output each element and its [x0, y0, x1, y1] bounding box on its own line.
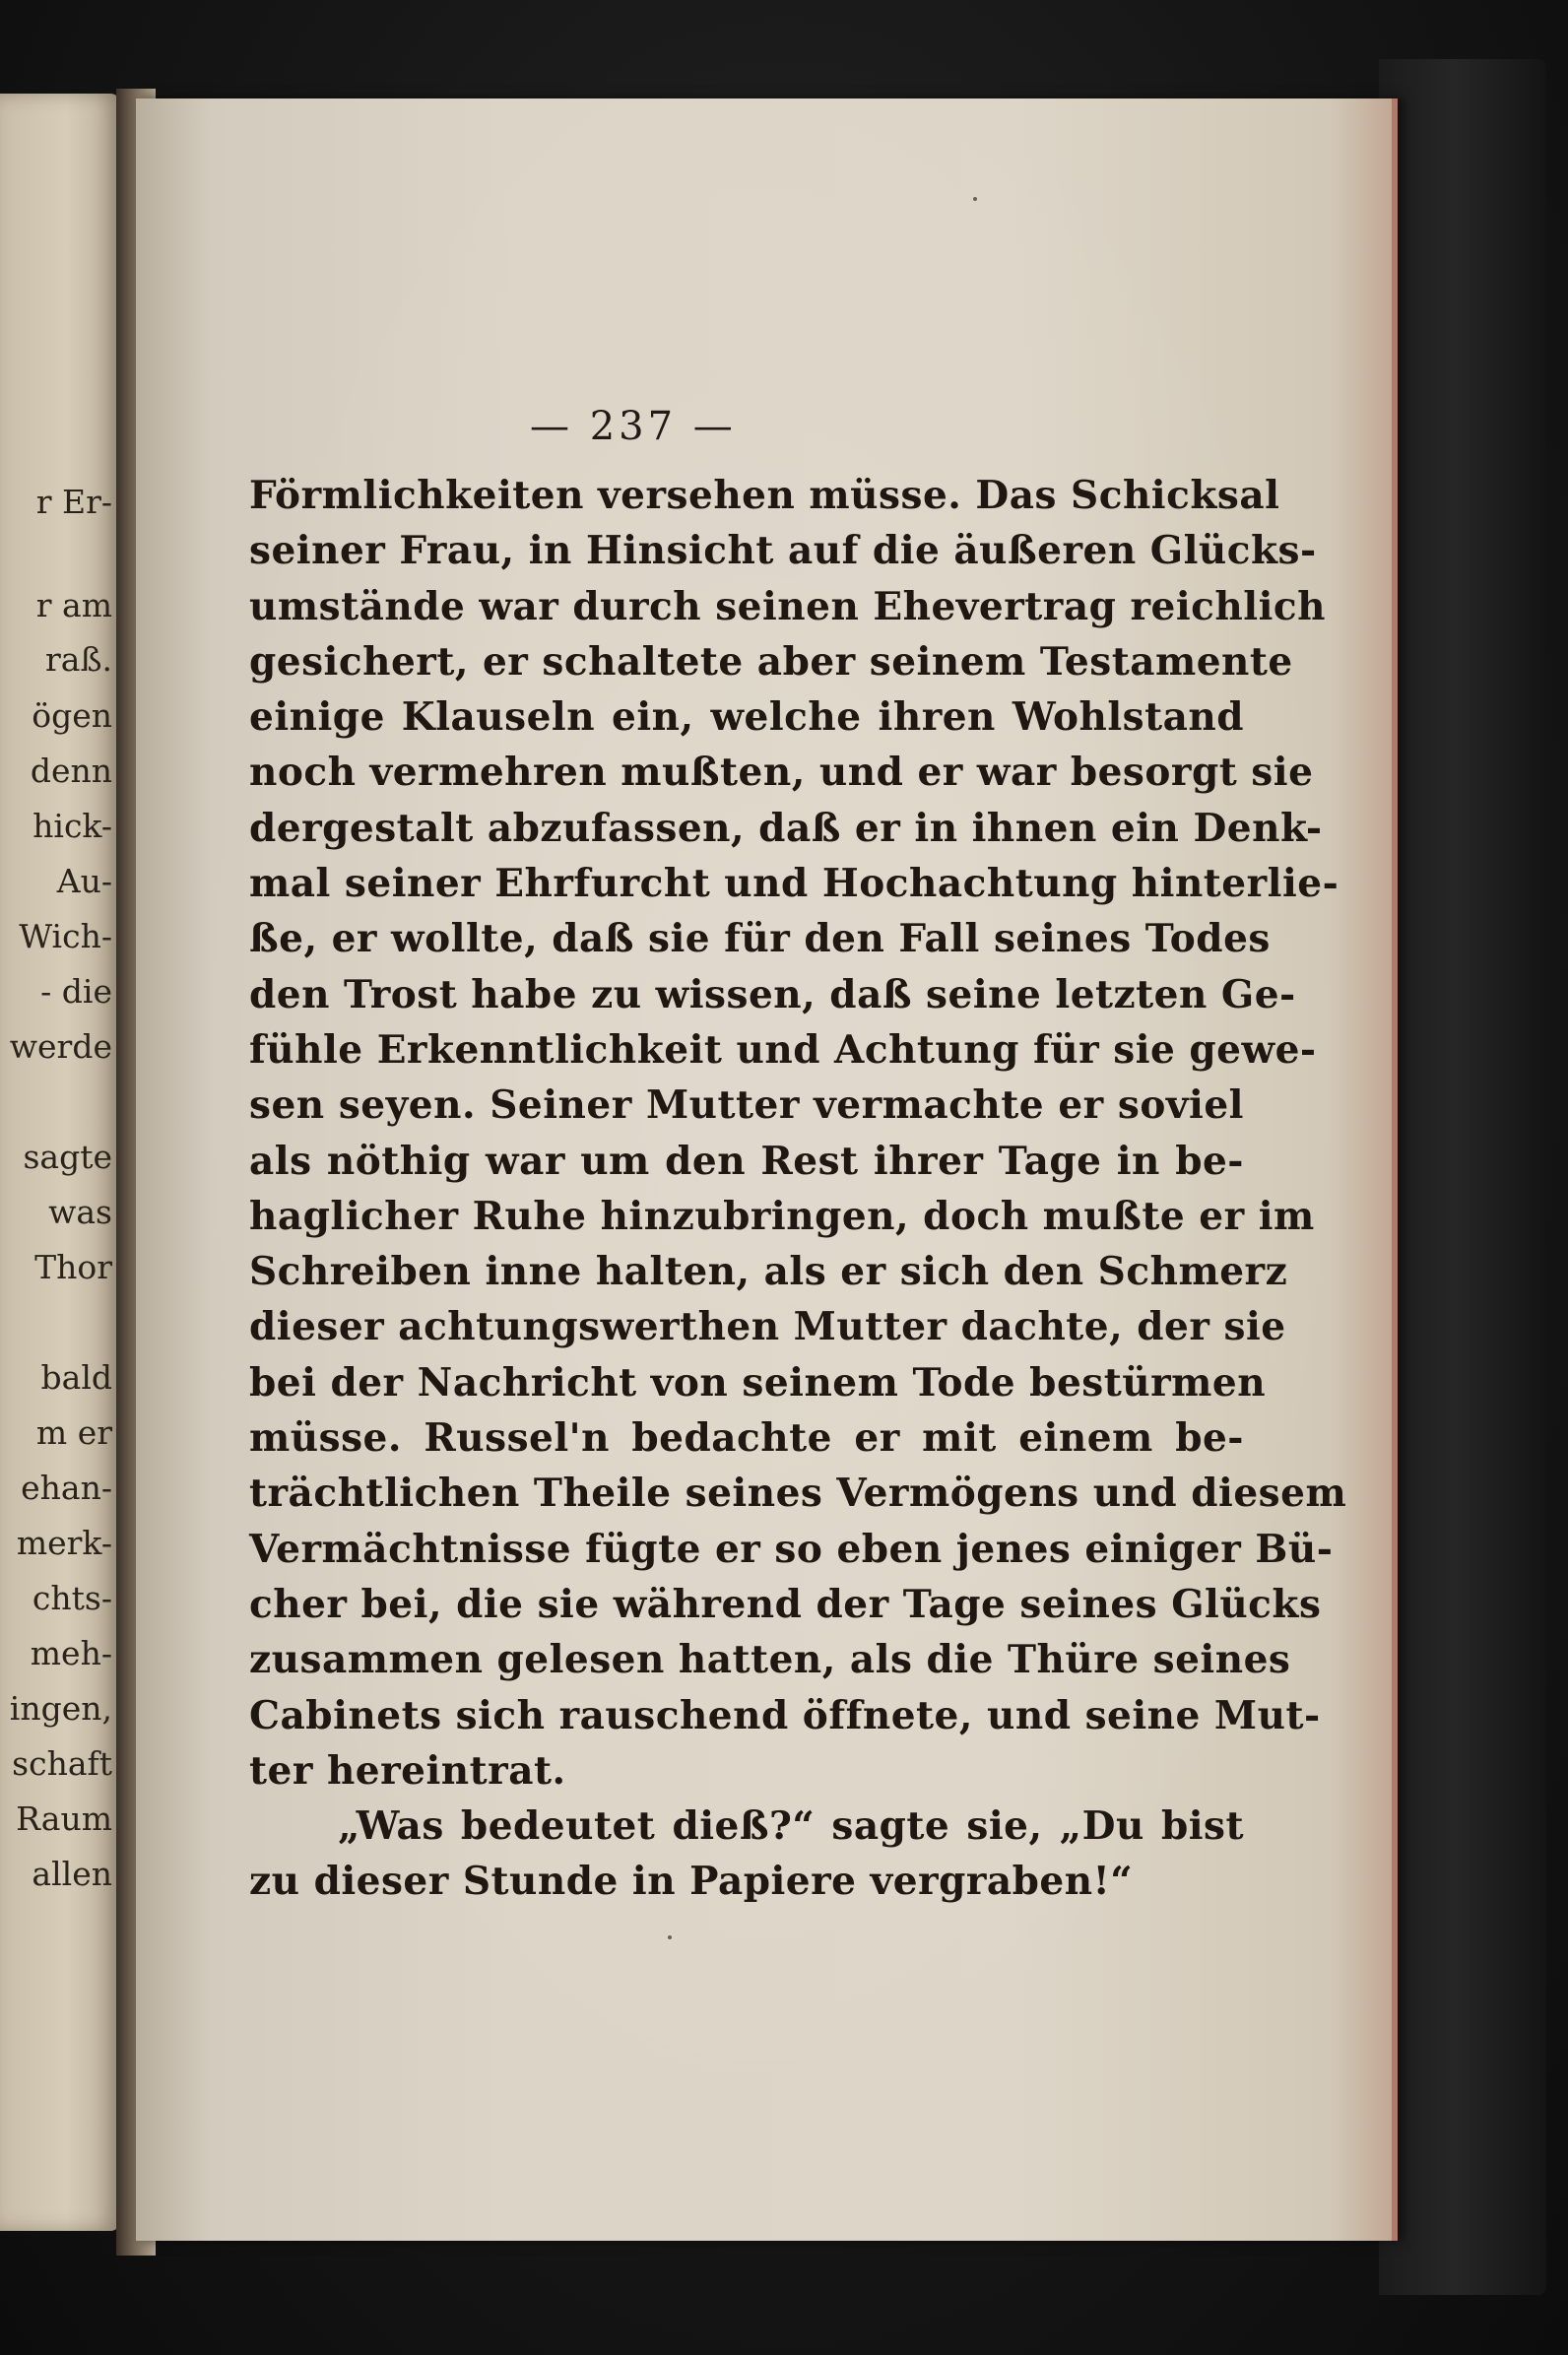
left-fragment-line: allen [32, 1855, 112, 1893]
left-fragment-line: m er [35, 1413, 112, 1452]
text-line: sen seyen. Seiner Mutter vermachte er soviel [249, 1082, 1244, 1129]
text-line: zu dieser Stunde in Papiere vergraben!“ [249, 1859, 1134, 1905]
left-fragment-line: denn [30, 752, 112, 790]
text-line: Cabinets sich rauschend öffnete, und seine Mut- [249, 1692, 1321, 1738]
left-fragment-line: ingen, [9, 1689, 112, 1728]
text-line: Vermächtnisse fügte er so eben jenes einiger Bü- [249, 1526, 1334, 1572]
page-body-text [249, 468, 1347, 1910]
text-line: müsse. Russel'n bedachte er mit einem be- [249, 1415, 1244, 1462]
text-line: Förmlichkeiten versehen müsse. Das Schicksal [249, 473, 1280, 518]
left-fragment-line: schaft [12, 1744, 112, 1783]
text-line: noch vermehren mußten, und er war besorgt sie [249, 750, 1314, 796]
left-fragment-line: r Er- [35, 483, 112, 521]
text-line: fühle Erkenntlichkeit und Achtung für sie gewe- [249, 1026, 1317, 1073]
left-fragment-line: werde [9, 1027, 112, 1066]
left-fragment-line: sagte [23, 1138, 112, 1176]
paper-speck [973, 197, 977, 201]
text-line: ter hereintrat. [249, 1747, 566, 1794]
text-line: trächtlichen Theile seines Vermögens und diesem [249, 1471, 1347, 1517]
left-fragment-line: chts- [32, 1579, 112, 1617]
left-fragment-line: Thor [34, 1248, 112, 1286]
text-line: bei der Nachricht von seinem Tode bestürmen [249, 1359, 1267, 1406]
left-fragment-line: was [48, 1193, 112, 1231]
text-line: „Was bedeutet dieß?“ sagte sie, „Du bist [338, 1803, 1244, 1850]
text-line: dergestalt abzufassen, daß er in ihnen ein Denk- [249, 805, 1323, 851]
left-fragment-line: ehan- [21, 1469, 112, 1507]
left-fragment-line: raß. [45, 640, 112, 679]
paper-speck [668, 1935, 672, 1939]
left-fragment-line: meh- [30, 1634, 112, 1672]
text-line: dieser achtungswerthen Mutter dachte, der sie [249, 1304, 1286, 1350]
text-line: ße, er wollte, daß sie für den Fall seines Todes [249, 916, 1271, 962]
text-line: als nöthig war um den Rest ihrer Tage in be- [249, 1138, 1244, 1184]
text-line: seiner Frau, in Hinsicht auf die äußeren Glücks- [249, 528, 1317, 574]
left-fragment-line: Wich- [19, 917, 112, 955]
text-line: einige Klauseln ein, welche ihren Wohlstand [249, 694, 1244, 741]
left-fragment-line: Au- [56, 862, 112, 900]
left-fragment-line: ögen [32, 696, 112, 735]
left-fragment-line: Raum [16, 1799, 112, 1838]
text-line: haglicher Ruhe hinzubringen, doch mußte er im [249, 1193, 1315, 1239]
left-page-fragment [0, 94, 120, 2231]
left-fragment-line: merk- [16, 1524, 112, 1562]
text-line: umstände war durch seinen Ehevertrag reichlich [249, 583, 1326, 629]
text-line: gesichert, er schaltete aber seinem Testamente [249, 638, 1293, 685]
text-line: cher bei, die sie während der Tage seines Glücks [249, 1581, 1322, 1627]
left-fragment-line: - die [40, 972, 112, 1011]
text-line: mal seiner Ehrfurcht und Hochachtung hinterlie- [249, 861, 1339, 907]
left-fragment-line: bald [40, 1358, 112, 1397]
book-cover [1379, 59, 1546, 2295]
left-fragment-line: hick- [33, 807, 112, 845]
left-fragment-line: r am [35, 586, 112, 624]
page-number-header: — 237 — [530, 404, 737, 449]
text-line: zusammen gelesen hatten, als die Thüre seines [249, 1637, 1291, 1683]
book-page [136, 98, 1398, 2241]
text-line: Schreiben inne halten, als er sich den Schmerz [249, 1249, 1288, 1295]
text-line: den Trost habe zu wissen, daß seine letzten Ge- [249, 971, 1296, 1017]
